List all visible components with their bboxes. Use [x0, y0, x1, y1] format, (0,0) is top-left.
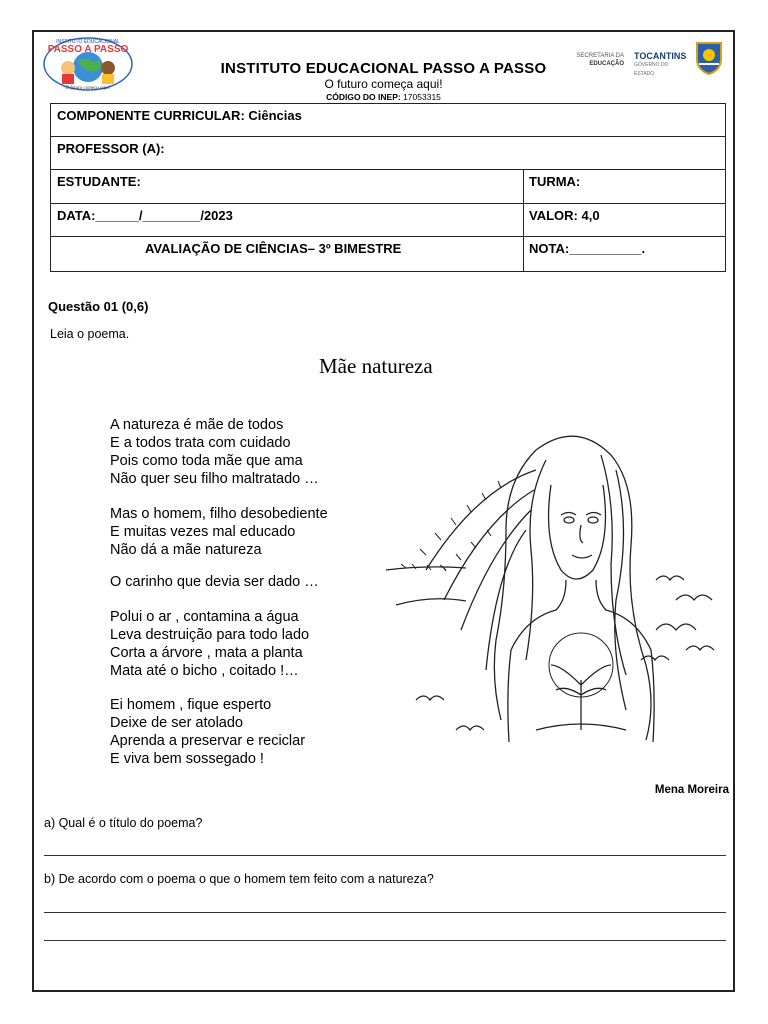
- component-label: COMPONENTE CURRICULAR: Ciências: [57, 108, 302, 123]
- poem-stanza: [110, 608, 309, 680]
- poem-line: Deixe de ser atolado: [110, 715, 243, 731]
- svg-text:PASSO A PASSO: PASSO A PASSO: [47, 44, 129, 55]
- poem-stanza: [110, 573, 319, 591]
- grade-field[interactable]: NOTA:__________.: [529, 241, 646, 256]
- answer-line-b1[interactable]: [44, 912, 726, 913]
- class-field[interactable]: TURMA:: [529, 174, 581, 189]
- question-instruction: Leia o poema.: [50, 327, 130, 341]
- school-name: INSTITUTO EDUCACIONAL PASSO A PASSO: [220, 60, 547, 77]
- inep-code: CÓDIGO DO INEP: 17053315: [326, 92, 441, 102]
- poem-line: Corta a árvore , mata a planta: [110, 645, 303, 661]
- poem-line: A natureza é mãe de todos: [110, 417, 284, 433]
- mother-nature-illustration: [386, 430, 722, 742]
- student-row: [51, 170, 725, 204]
- answer-line-b2[interactable]: [44, 940, 726, 941]
- subquestion-b: b) De acordo com o poema o que o homem tem feito com a natureza?: [44, 872, 434, 886]
- question-title: Questão 01 (0,6): [48, 299, 149, 314]
- poem-line: Não quer seu filho maltratado …: [110, 471, 319, 487]
- poem-line: Aprenda a preservar e reciclar: [110, 733, 306, 749]
- value-label: VALOR: 4,0: [529, 208, 600, 223]
- poem-line: Mas o homem, filho desobediente: [110, 506, 328, 522]
- assessment-row: [51, 237, 725, 272]
- poem-title: Mãe natureza: [319, 354, 433, 378]
- poem-line: Polui o ar , contamina a água: [110, 609, 299, 625]
- teacher-field[interactable]: PROFESSOR (A):: [57, 141, 165, 156]
- teacher-row: [51, 137, 725, 170]
- poem-stanza: [110, 696, 305, 768]
- component-row: [51, 104, 725, 137]
- student-field[interactable]: ESTUDANTE:: [57, 174, 141, 189]
- poem-line: Não dá a mãe natureza: [110, 542, 262, 558]
- poem-line: E viva bem sossegado !: [110, 751, 264, 767]
- tocantins-logo: TOCANTINS GOVERNO DO ESTADO: [634, 51, 687, 77]
- column-divider: [523, 204, 524, 236]
- poem-stanza: [110, 505, 328, 559]
- poem-line: Pois como toda mãe que ama: [110, 453, 303, 469]
- svg-text:INSTITUTO EDUCACIONAL: INSTITUTO EDUCACIONAL: [56, 39, 120, 45]
- poem-stanza: [110, 416, 319, 488]
- column-divider: [523, 237, 524, 272]
- poem-line: E a todos trata com cuidado: [110, 435, 291, 451]
- column-divider: [523, 170, 524, 203]
- poem-line: Mata até o bicho , coitado !…: [110, 663, 299, 679]
- subquestion-a: a) Qual é o título do poema?: [44, 816, 203, 830]
- poem-author: Mena Moreira: [654, 784, 729, 796]
- worksheet-page: [32, 30, 735, 992]
- date-row: [51, 204, 725, 237]
- poem-line: E muitas vezes mal educado: [110, 524, 296, 540]
- school-slogan: O futuro começa aqui!: [324, 77, 443, 91]
- svg-text:O futuro começa aqui!: O futuro começa aqui!: [65, 86, 111, 91]
- secretaria-logo: SECRETARIA DA EDUCAÇÃO: [576, 53, 624, 67]
- date-field[interactable]: DATA:______/________/2023: [57, 208, 233, 223]
- assessment-title: AVALIAÇÃO DE CIÊNCIAS– 3º BIMESTRE: [145, 241, 402, 256]
- poem-line: Ei homem , fique esperto: [110, 697, 272, 713]
- answer-line-a[interactable]: [44, 855, 726, 856]
- state-coat-of-arms-icon: [694, 40, 724, 76]
- student-info-table: [50, 103, 726, 272]
- poem-line: O carinho que devia ser dado …: [110, 574, 319, 590]
- poem-line: Leva destruição para todo lado: [110, 627, 310, 643]
